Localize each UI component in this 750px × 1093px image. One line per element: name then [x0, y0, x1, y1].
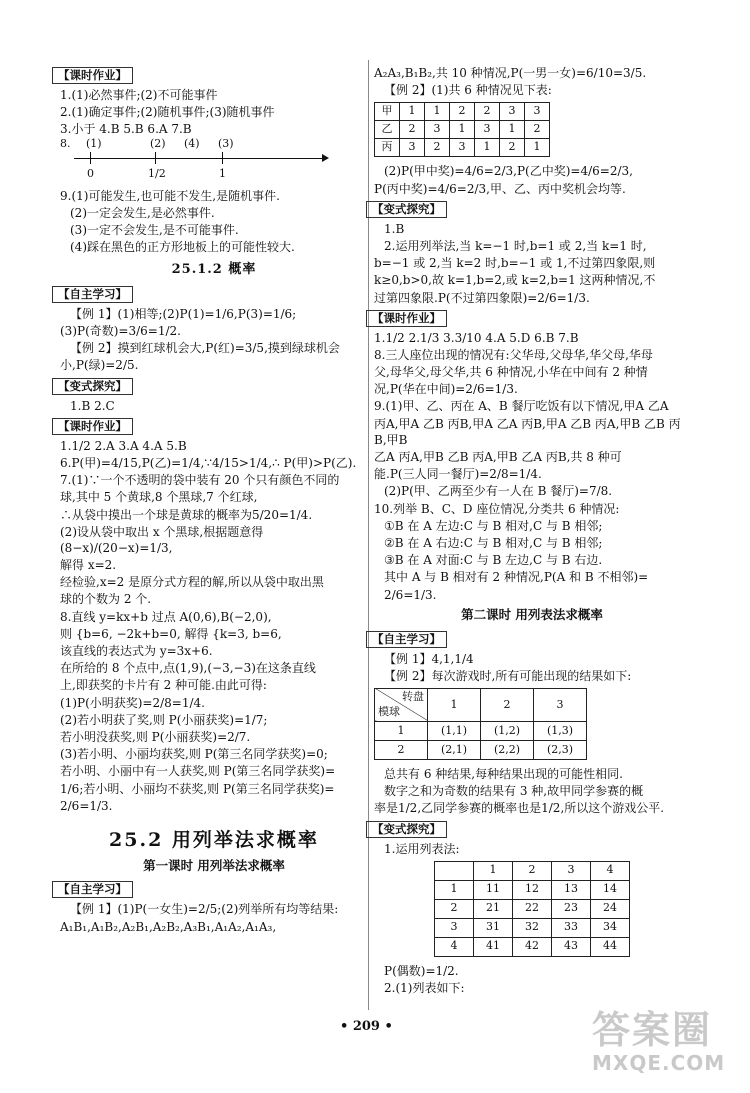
table-cell: 1 — [400, 103, 425, 121]
table-cell: 丙 — [375, 139, 400, 157]
answer-line: 1/6;若小明、小丽均不获奖,则 P(第三名同学获奖)= — [60, 781, 335, 796]
answer-line: 其中 A 与 B 相对有 2 种情况,P(A 和 B 不相邻)= — [384, 570, 649, 585]
table-cell: 1 — [375, 721, 428, 740]
answer-line: P(偶数)=1/2. — [384, 963, 459, 978]
table-cell: 1 — [474, 861, 513, 880]
table-cell: 44 — [591, 937, 630, 956]
answer-line: 经检验,x=2 是原分式方程的解,所以从袋中取出黑 — [60, 575, 324, 590]
answer-line: (2)设从袋中取出 x 个黑球,根据题意得(8−x)/(20−x)=1/3, — [60, 524, 264, 555]
heading-self-study: 【 自主学习 】 — [52, 286, 133, 303]
left-column — [60, 64, 368, 936]
answer-line: 丙A,甲A 乙B 丙B,甲A 乙A 丙B,甲A 乙B 丙A,甲B 乙B 丙B,甲B — [374, 416, 681, 447]
answer-line: 能.P(三人同一餐厅)=2/8=1/4. — [374, 467, 542, 482]
answer-line: 球的个数为 2 个. — [60, 592, 152, 607]
answer-line: 球,其中 5 个黄球,8 个黑球,7 个红球, — [60, 490, 258, 505]
right-column — [374, 64, 690, 997]
heading-homework: 【 课时作业 】 — [52, 67, 133, 84]
table-cell: (1,1) — [428, 721, 481, 740]
table-header-cell: 3 — [534, 688, 587, 721]
table-cell: 4 — [435, 937, 474, 956]
table-header-row — [375, 688, 587, 721]
answer-line: (4)踩在黑色的正方形地板上的可能性较大. — [70, 240, 295, 255]
seating-table — [374, 102, 550, 157]
table-cell: 13 — [552, 880, 591, 899]
answer-line: 解得 x=2. — [60, 558, 117, 573]
table-cell: 1 — [525, 139, 550, 157]
table-cell: 1 — [450, 121, 475, 139]
table-cell: 22 — [513, 899, 552, 918]
number-line-value: 0 — [87, 166, 94, 180]
answer-line: 8.三人座位出现的情况有:父华母,父母华,华父母,华母 — [374, 347, 653, 362]
corner-bottom-label: 模球 — [378, 704, 400, 718]
answer-line: 率是1/2,乙同学参赛的概率也是1/2,所以这个游戏公平. — [374, 801, 665, 816]
table-row — [375, 721, 587, 740]
answer-line: 2/6=1/3. — [384, 587, 437, 602]
number-line-diagram — [60, 136, 368, 184]
heading-variant: 【 变式探究 】 — [52, 378, 133, 395]
number-line-tick — [222, 152, 223, 164]
table-cell: 甲 — [375, 103, 400, 121]
page-number: • 209 • — [340, 1019, 393, 1034]
table-cell: 23 — [552, 899, 591, 918]
table-cell: 43 — [552, 937, 591, 956]
answer-line: 【例 1】(1)P(一女生)=2/5;(2)列举所有均等结果: — [70, 902, 339, 917]
answer-line: 若小明没获奖,则 P(小丽获奖)=2/7. — [60, 729, 251, 744]
table-cell: 1 — [425, 103, 450, 121]
table-cell: 1 — [475, 139, 500, 157]
answer-line: k≥0,b>0,故 k=1,b=2,或 k=2,b=1 这两种情况,不 — [374, 273, 656, 288]
table-cell: 3 — [525, 103, 550, 121]
answer-line: 乙A 丙A,甲B 乙B 丙A,甲B 乙A 丙B,共 8 种可 — [374, 450, 622, 464]
lesson-title: 第二课时 用列表法求概率 — [461, 606, 603, 622]
table-cell: 32 — [513, 918, 552, 937]
table-cell: 2 — [513, 861, 552, 880]
answer-line: 6.P(甲)=4/15,P(乙)=1/4,∵4/15>1/4,∴ P(甲)>P(乙). — [60, 455, 357, 470]
table-cell: (2,1) — [428, 740, 481, 759]
watermark-logo — [592, 1010, 725, 1077]
answer-line: 2.运用列举法,当 k=−1 时,b=1 或 2,当 k=1 时, — [384, 238, 647, 253]
table-cell: 2 — [375, 740, 428, 759]
table-cell: (1,2) — [481, 721, 534, 740]
answer-line: (2)P(甲中奖)=4/6=2/3,P(乙中奖)=4/6=2/3, — [384, 164, 633, 179]
table-cell: 1 — [500, 121, 525, 139]
answer-line: 【例 2】每次游戏时,所有可能出现的结果如下: — [384, 668, 632, 683]
answer-line: 在所给的 8 个点中,点(1,9),(−3,−3)在这条直线 — [60, 661, 316, 676]
number-line-label: (2) — [150, 136, 166, 150]
table-row — [375, 103, 550, 121]
number-line-label: (3) — [218, 136, 234, 150]
answer-line: (2)若小明获了奖,则 P(小丽获奖)=1/7; — [60, 712, 268, 727]
table-row — [435, 880, 630, 899]
table-cell: 3 — [552, 861, 591, 880]
table-cell: 3 — [425, 121, 450, 139]
answer-line: 1.B — [384, 221, 405, 236]
heading-homework: 【 课时作业 】 — [52, 418, 133, 435]
answer-line: 况,P(华在中间)=2/6=1/3. — [374, 382, 518, 397]
table-cell: 21 — [474, 899, 513, 918]
table-cell: 2 — [500, 139, 525, 157]
table-cell: 2 — [400, 121, 425, 139]
answer-line: 1.(1)必然事件;(2)不可能事件 — [60, 88, 218, 102]
answer-line: (3)P(奇数)=3/6=1/2. — [60, 324, 181, 339]
answer-line: 10.列举 B、C、D 座位情况,分类共 6 种情况: — [374, 501, 620, 516]
table-cell: 31 — [474, 918, 513, 937]
table-cell: 41 — [474, 937, 513, 956]
table-cell: (2,3) — [534, 740, 587, 759]
answer-line: ∴从袋中摸出一个球是黄球的概率为5/20=1/4. — [60, 507, 313, 522]
table-cell: 2 — [525, 121, 550, 139]
answer-line: 则 {b=6, −2k+b=0, 解得 {k=3, b=6, — [60, 626, 282, 641]
table-header-cell: 1 — [428, 688, 481, 721]
answer-line: 【例 1】4,1,1/4 — [384, 651, 474, 666]
section-title: 25.1.2 概率 — [171, 262, 257, 278]
table-cell: (2,2) — [481, 740, 534, 759]
answer-line: A₁B₁,A₁B₂,A₂B₁,A₂B₂,A₃B₁,A₁A₂,A₁A₃, — [60, 919, 277, 934]
table-cell: 2 — [450, 103, 475, 121]
chapter-title: 25.2 用列举法求概率 — [109, 828, 319, 851]
table-cell: 3 — [475, 121, 500, 139]
table-cell: 33 — [552, 918, 591, 937]
heading-self-study: 【 自主学习 】 — [52, 881, 133, 898]
table-cell: 2 — [475, 103, 500, 121]
table-cell: 2 — [435, 899, 474, 918]
table-row — [435, 918, 630, 937]
number-line-tick — [90, 152, 91, 164]
answer-line: 7.(1)∵一个不透明的袋中装有 20 个只有颜色不同的 — [60, 473, 340, 488]
answer-line: 总共有 6 种结果,每种结果出现的可能性相同. — [384, 766, 623, 781]
answer-line: (3)一定不会发生,是不可能事件. — [70, 222, 239, 237]
number-line-tick — [155, 152, 156, 164]
table-row — [435, 937, 630, 956]
answer-line: 【例 2】(1)共 6 种情况见下表: — [384, 83, 552, 98]
answer-line: ①B 在 A 左边:C 与 B 相对,C 与 B 相邻; — [384, 518, 603, 533]
table-cell: 24 — [591, 899, 630, 918]
number-line-value: 1 — [219, 166, 226, 180]
table-row — [435, 899, 630, 918]
answer-line: 该直线的表达式为 y=3x+6. — [60, 644, 213, 659]
answer-line: 1.1/2 2.1/3 3.3/10 4.A 5.D 6.B 7.B — [374, 330, 579, 345]
table-corner-cell — [375, 688, 428, 721]
table-cell: 4 — [591, 861, 630, 880]
answer-line: b=−1 或 2,当 k=2 时,b=−1 或 1,不过第四象限,则 — [374, 256, 656, 271]
answer-line: 数字之和为奇数的结果有 3 种,故甲同学参赛的概 — [384, 784, 644, 799]
answer-line: 1.B 2.C — [70, 398, 115, 413]
number-line-value: 1/2 — [148, 166, 166, 180]
answer-line: 8.直线 y=kx+b 过点 A(0,6),B(−2,0), — [60, 609, 272, 624]
answer-line: (1)P(小明获奖)=2/8=1/4. — [60, 695, 205, 710]
heading-homework: 【 课时作业 】 — [366, 310, 447, 327]
answer-line: 2.(1)确定事件;(2)随机事件;(3)随机事件 — [60, 105, 275, 120]
spinner-result-table — [374, 688, 587, 760]
answer-line: ②B 在 A 右边:C 与 B 相对,C 与 B 相邻; — [384, 535, 603, 550]
number-line-label: (1) — [86, 136, 102, 150]
answer-line: 3.小于 4.B 5.B 6.A 7.B — [60, 122, 192, 137]
table-cell: (1,3) — [534, 721, 587, 740]
heading-variant: 【 变式探究 】 — [366, 201, 447, 218]
table-cell: 3 — [500, 103, 525, 121]
watermark-url: MXQE.COM — [592, 1051, 726, 1075]
table-row — [375, 740, 587, 759]
number-line-label: (4) — [184, 136, 200, 150]
table-cell: 3 — [435, 918, 474, 937]
corner-top-label: 转盘 — [402, 690, 424, 704]
answer-line: 【例 1】(1)相等;(2)P(1)=1/6,P(3)=1/6; — [70, 306, 297, 321]
answer-line: 父,母华父,母父华,共 6 种情况,小华在中间有 2 种情 — [374, 365, 648, 380]
number-line-axis — [74, 158, 324, 159]
answer-line: 【例 2】摸到红球机会大,P(红)=3/5,摸到绿球机会 — [70, 341, 340, 356]
heading-variant: 【 变式探究 】 — [366, 821, 447, 838]
table-cell — [435, 861, 474, 880]
table-cell: 乙 — [375, 121, 400, 139]
heading-self-study: 【 自主学习 】 — [366, 631, 447, 648]
table-cell: 11 — [474, 880, 513, 899]
table-cell: 34 — [591, 918, 630, 937]
table-cell: 42 — [513, 937, 552, 956]
answer-line: (3)若小明、小丽均获奖,则 P(第三名同学获奖)=0; — [60, 747, 328, 762]
table-header-cell: 2 — [481, 688, 534, 721]
answer-line: ③B 在 A 对面:C 与 B 左边,C 与 B 右边. — [384, 553, 603, 568]
table-row — [435, 861, 630, 880]
answer-line: 2/6=1/3. — [60, 798, 113, 813]
answer-line: 若小明、小丽中有一人获奖,则 P(第三名同学获奖)= — [60, 764, 336, 779]
watermark-text: 答案圈 — [592, 1008, 713, 1052]
arrow-icon — [322, 154, 329, 162]
answer-line: (2)P(甲、乙两至少有一人在 B 餐厅)=7/8. — [384, 484, 613, 499]
table-cell: 2 — [425, 139, 450, 157]
answer-line: A₂A₃,B₁B₂,共 10 种情况,P(一男一女)=6/10=3/5. — [374, 66, 647, 80]
answer-line: 1.运用列表法: — [384, 841, 460, 856]
answer-line: 1.1/2 2.A 3.A 4.A 5.B — [60, 438, 187, 453]
number-table — [434, 861, 630, 957]
table-row — [375, 121, 550, 139]
answer-line: 9.(1)甲、乙、丙在 A、B 餐厅吃饭有以下情况,甲A 乙A — [374, 399, 669, 414]
answer-line: (2)一定会发生,是必然事件. — [70, 205, 215, 220]
answer-label: 8. — [60, 136, 71, 150]
table-cell: 1 — [435, 880, 474, 899]
table-cell: 12 — [513, 880, 552, 899]
answer-line: 小,P(绿)=2/5. — [60, 358, 139, 373]
answer-line: 9.(1)可能发生,也可能不发生,是随机事件. — [60, 188, 280, 203]
answer-line: 过第四象限.P(不过第四象限)=2/6=1/3. — [374, 290, 590, 305]
table-cell: 14 — [591, 880, 630, 899]
answer-line: P(丙中奖)=4/6=2/3,甲、乙、丙中奖机会均等. — [374, 181, 626, 196]
answer-line: 2.(1)列表如下: — [384, 980, 465, 995]
answer-line: 上,即获奖的卡片有 2 种可能.由此可得: — [60, 678, 267, 693]
table-cell: 3 — [400, 139, 425, 157]
table-cell: 3 — [450, 139, 475, 157]
table-row — [375, 139, 550, 157]
lesson-title: 第一课时 用列举法求概率 — [143, 857, 285, 873]
